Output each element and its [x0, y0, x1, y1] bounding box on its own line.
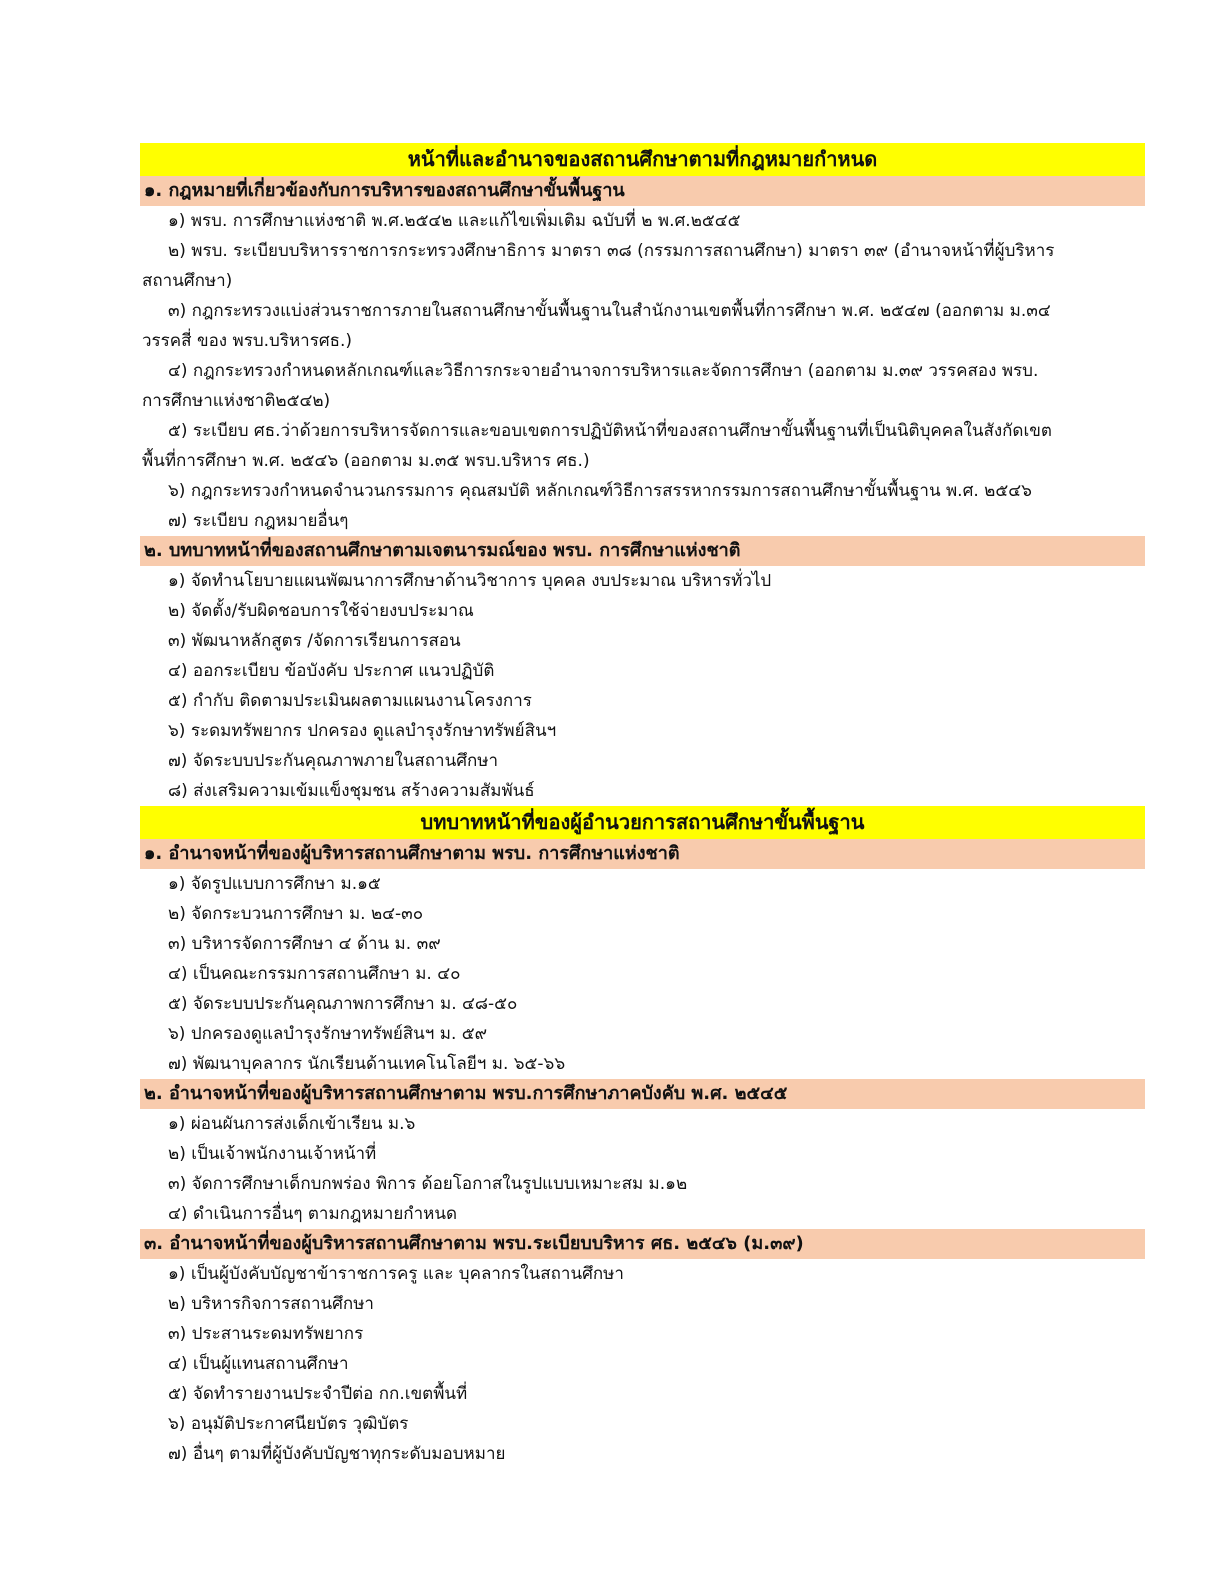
list-item-continuation: การศึกษาแห่งชาติ๒๕๔๒)	[142, 391, 331, 411]
list-item: ๑) จัดรูปแบบการศึกษา ม.๑๕	[168, 874, 381, 894]
list-item: ๓) ประสานระดมทรัพยากร	[168, 1324, 364, 1344]
list-item: ๑) ผ่อนผันการส่งเด็กเข้าเรียน ม.๖	[168, 1114, 416, 1134]
list-item: ๔) เป็นคณะกรรมการสถานศึกษา ม. ๔๐	[168, 964, 461, 984]
list-item: ๕) ระเบียบ ศธ.ว่าด้วยการบริหารจัดการและขอบเขตการปฏิบัติหน้าที่ของสถานศึกษาขั้นพื้นฐานที่เป็นนิติบุคคลในสังกัดเขต	[168, 421, 1052, 441]
list-item: ๓) กฎกระทรวงแบ่งส่วนราชการภายในสถานศึกษาขั้นพื้นฐานในสำนักงานเขตพื้นที่การศึกษา พ.ศ. ๒๕๔๗ (ออกตาม ม.๓๔	[168, 301, 1051, 321]
list-item-continuation: พื้นที่การศึกษา พ.ศ. ๒๕๔๖ (ออกตาม ม.๓๕ พรบ.บริหาร ศธ.)	[142, 451, 590, 471]
list-item: ๓) จัดการศึกษาเด็กบกพร่อง พิการ ด้อยโอกาสในรูปแบบเหมาะสม ม.๑๒	[168, 1174, 688, 1194]
list-item-continuation: สถานศึกษา)	[142, 271, 233, 291]
list-item: ๔) เป็นผู้แทนสถานศึกษา	[168, 1354, 349, 1374]
list-item: ๒) เป็นเจ้าพนักงานเจ้าหน้าที่	[168, 1144, 377, 1164]
list-item: ๖) ระดมทรัพยากร ปกครอง ดูแลบำรุงรักษาทรัพย์สินฯ	[168, 721, 557, 741]
section-heading: ๒. อำนาจหน้าที่ของผู้บริหารสถานศึกษาตาม พรบ.การศึกษาภาคบังคับ พ.ศ. ๒๕๔๕	[140, 1079, 1145, 1109]
main-heading: หน้าที่และอำนาจของสถานศึกษาตามที่กฎหมายกำหนด	[140, 143, 1145, 176]
list-item: ๖) กฎกระทรวงกำหนดจำนวนกรรมการ คุณสมบัติ หลักเกณฑ์วิธีการสรรหากรรมการสถานศึกษาขั้นพื้นฐาน พ.ศ. ๒๕๔๖	[168, 481, 1032, 501]
list-item: ๗) ระเบียบ กฎหมายอื่นๆ	[168, 511, 349, 531]
section-heading: ๑. อำนาจหน้าที่ของผู้บริหารสถานศึกษาตาม พรบ. การศึกษาแห่งชาติ	[140, 839, 1145, 869]
document-page	[140, 143, 1145, 1469]
list-item: ๒) บริหารกิจการสถานศึกษา	[168, 1294, 374, 1314]
list-item: ๑) จัดทำนโยบายแผนพัฒนาการศึกษาด้านวิชาการ บุคคล งบประมาณ บริหารทั่วไป	[168, 571, 772, 591]
list-item: ๔) กฎกระทรวงกำหนดหลักเกณฑ์และวิธีการกระจายอำนาจการบริหารและจัดการศึกษา (ออกตาม ม.๓๙ วรรคสอง พรบ.	[168, 361, 1039, 381]
second-heading: บทบาทหน้าที่ของผู้อำนวยการสถานศึกษาขั้นพื้นฐาน	[140, 806, 1145, 839]
list-item: ๒) จัดกระบวนการศึกษา ม. ๒๔-๓๐	[168, 904, 424, 924]
list-item: ๕) กำกับ ติดตามประเมินผลตามแผนงานโครงการ	[168, 691, 532, 711]
list-item: ๘) ส่งเสริมความเข้มแข็งชุมชน สร้างความสัมพันธ์	[168, 781, 535, 801]
list-item: ๓) พัฒนาหลักสูตร /จัดการเรียนการสอน	[168, 631, 461, 651]
list-item: ๑) พรบ. การศึกษาแห่งชาติ พ.ศ.๒๕๔๒ และแก้ไขเพิ่มเติม ฉบับที่ ๒ พ.ศ.๒๕๔๕	[168, 211, 741, 231]
list-item: ๒) พรบ. ระเบียบบริหารราชการกระทรวงศึกษาธิการ มาตรา ๓๘ (กรรมการสถานศึกษา) มาตรา ๓๙ (อำนาจหน้าที่ผู้บริหาร	[168, 241, 1055, 261]
list-item: ๑) เป็นผู้บังคับบัญชาข้าราชการครู และ บุคลากรในสถานศึกษา	[168, 1264, 624, 1284]
list-item: ๖) ปกครองดูแลบำรุงรักษาทรัพย์สินฯ ม. ๕๙	[168, 1024, 488, 1044]
list-item: ๗) อื่นๆ ตามที่ผู้บังคับบัญชาทุกระดับมอบหมาย	[168, 1444, 506, 1464]
list-item: ๒) จัดตั้ง/รับผิดชอบการใช้จ่ายงบประมาณ	[168, 601, 474, 621]
section-heading: ๑. กฎหมายที่เกี่ยวข้องกับการบริหารของสถานศึกษาขั้นพื้นฐาน	[140, 176, 1145, 206]
section-heading: ๓. อำนาจหน้าที่ของผู้บริหารสถานศึกษาตาม พรบ.ระเบียบบริหาร ศธ. ๒๕๔๖ (ม.๓๙)	[140, 1229, 1145, 1259]
list-item: ๗) จัดระบบประกันคุณภาพภายในสถานศึกษา	[168, 751, 499, 771]
list-item: ๔) ออกระเบียบ ข้อบังคับ ประกาศ แนวปฏิบัติ	[168, 661, 495, 681]
list-item: ๓) บริหารจัดการศึกษา ๔ ด้าน ม. ๓๙	[168, 934, 441, 954]
section-heading: ๒. บทบาทหน้าที่ของสถานศึกษาตามเจตนารมณ์ของ พรบ. การศึกษาแห่งชาติ	[140, 536, 1145, 566]
list-item: ๕) จัดทำรายงานประจำปีต่อ กก.เขตพื้นที่	[168, 1384, 468, 1404]
list-item-continuation: วรรคสี่ ของ พรบ.บริหารศธ.)	[142, 331, 353, 351]
list-item: ๗) พัฒนาบุคลากร นักเรียนด้านเทคโนโลยีฯ ม. ๖๕-๖๖	[168, 1054, 566, 1074]
list-item: ๕) จัดระบบประกันคุณภาพการศึกษา ม. ๔๘-๕๐	[168, 994, 518, 1014]
list-item: ๔) ดำเนินการอื่นๆ ตามกฎหมายกำหนด	[168, 1204, 457, 1224]
list-item: ๖) อนุมัติประกาศนียบัตร วุฒิบัตร	[168, 1414, 409, 1434]
